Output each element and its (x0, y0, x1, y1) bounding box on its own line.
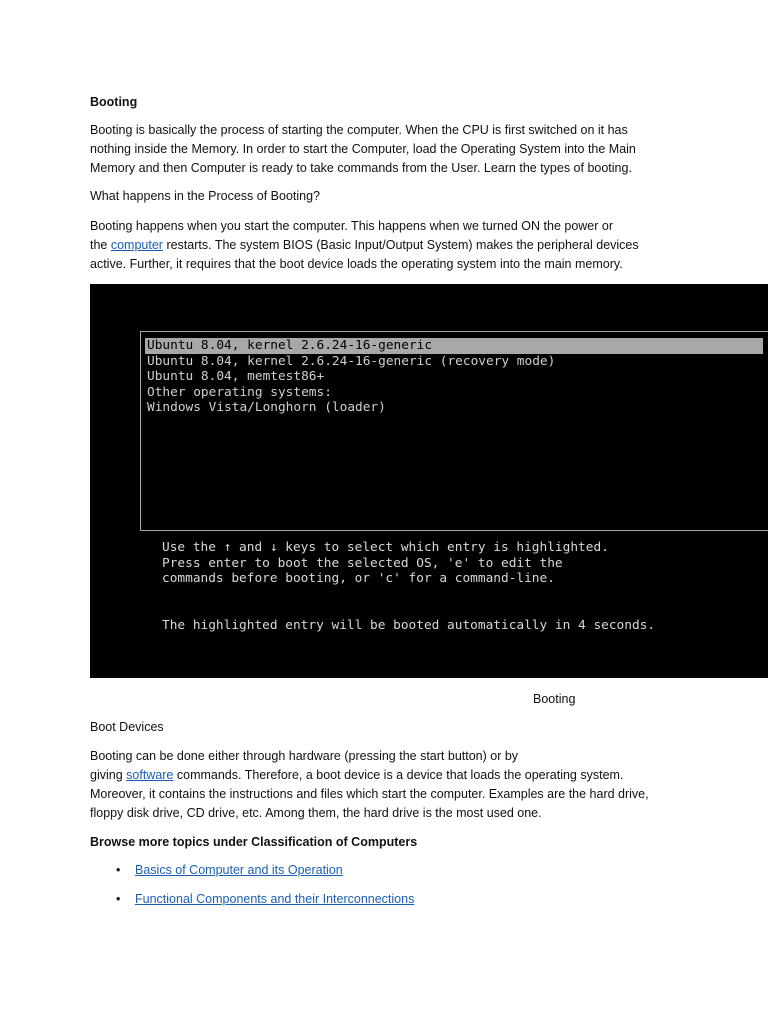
grub-help-line: Press enter to boot the selected OS, 'e' to edit the (162, 556, 563, 571)
grub-boot-menu-screenshot (90, 284, 768, 678)
text-run: giving (90, 768, 127, 782)
intro-line: Booting is basically the process of starting the computer. When the CPU is first switched on it has (90, 123, 628, 137)
what-happens-line: active. Further, it requires that the boot device loads the operating system into the main memory. (90, 257, 623, 271)
software-link[interactable]: software (126, 768, 174, 782)
boot-devices-line: floppy disk drive, CD drive, etc. Among them, the hard drive is the most used one. (90, 806, 542, 820)
related-topics-list (116, 861, 414, 919)
text-run: restarts. The system BIOS (Basic Input/Output System) makes the peripheral devices (162, 238, 639, 252)
grub-help-line: Use the ↑ and ↓ keys to select which entry is highlighted. (162, 540, 609, 555)
text-run: the (90, 238, 111, 252)
grub-help-line: commands before booting, or 'c' for a command-line. (162, 571, 555, 586)
intro-paragraph (90, 121, 690, 178)
bullet-icon: • (116, 863, 121, 877)
bullet-icon: • (116, 892, 121, 906)
grub-entry: Windows Vista/Longhorn (loader) (147, 400, 386, 415)
grub-entry: Ubuntu 8.04, kernel 2.6.24-16-generic (recovery mode) (147, 354, 556, 369)
boot-devices-line (90, 766, 690, 785)
what-happens-line (90, 236, 690, 255)
figure-caption: Booting (533, 692, 576, 706)
browse-heading: Browse more topics under Classification of Computers (90, 835, 418, 849)
text-run: commands. Therefore, a boot device is a device that loads the operating system. (173, 768, 624, 782)
computer-link[interactable]: computer (110, 238, 163, 252)
boot-devices-line: Booting can be done either through hardware (pressing the start button) or by (90, 749, 519, 763)
grub-menu-box (140, 331, 768, 531)
link-basics-of-computer[interactable]: Basics of Computer and its Operation (135, 863, 343, 877)
grub-entry: Other operating systems: (147, 385, 332, 400)
intro-line: nothing inside the Memory. In order to start the Computer, load the Operating System into the Main (90, 142, 636, 156)
grub-countdown: The highlighted entry will be booted automatically in 4 seconds. (162, 618, 656, 633)
grub-entry: Ubuntu 8.04, memtest86+ (147, 369, 325, 384)
link-functional-components[interactable]: Functional Components and their Interconnections (135, 892, 415, 906)
what-happens-paragraph (90, 217, 690, 274)
list-item (116, 861, 414, 890)
intro-line: Memory and then Computer is ready to take commands from the User. Learn the types of booting. (90, 161, 632, 175)
boot-devices-paragraph (90, 747, 690, 823)
boot-devices-line: Moreover, it contains the instructions and files which start the computer. Examples are the hard drive, (90, 787, 649, 801)
grub-entry-selected: Ubuntu 8.04, kernel 2.6.24-16-generic (145, 338, 763, 354)
what-happens-heading: What happens in the Process of Booting? (90, 189, 321, 203)
list-item (116, 890, 414, 919)
what-happens-line: Booting happens when you start the computer. This happens when we turned ON the power or (90, 219, 614, 233)
boot-devices-heading: Boot Devices (90, 720, 164, 734)
heading-booting: Booting (90, 95, 138, 109)
